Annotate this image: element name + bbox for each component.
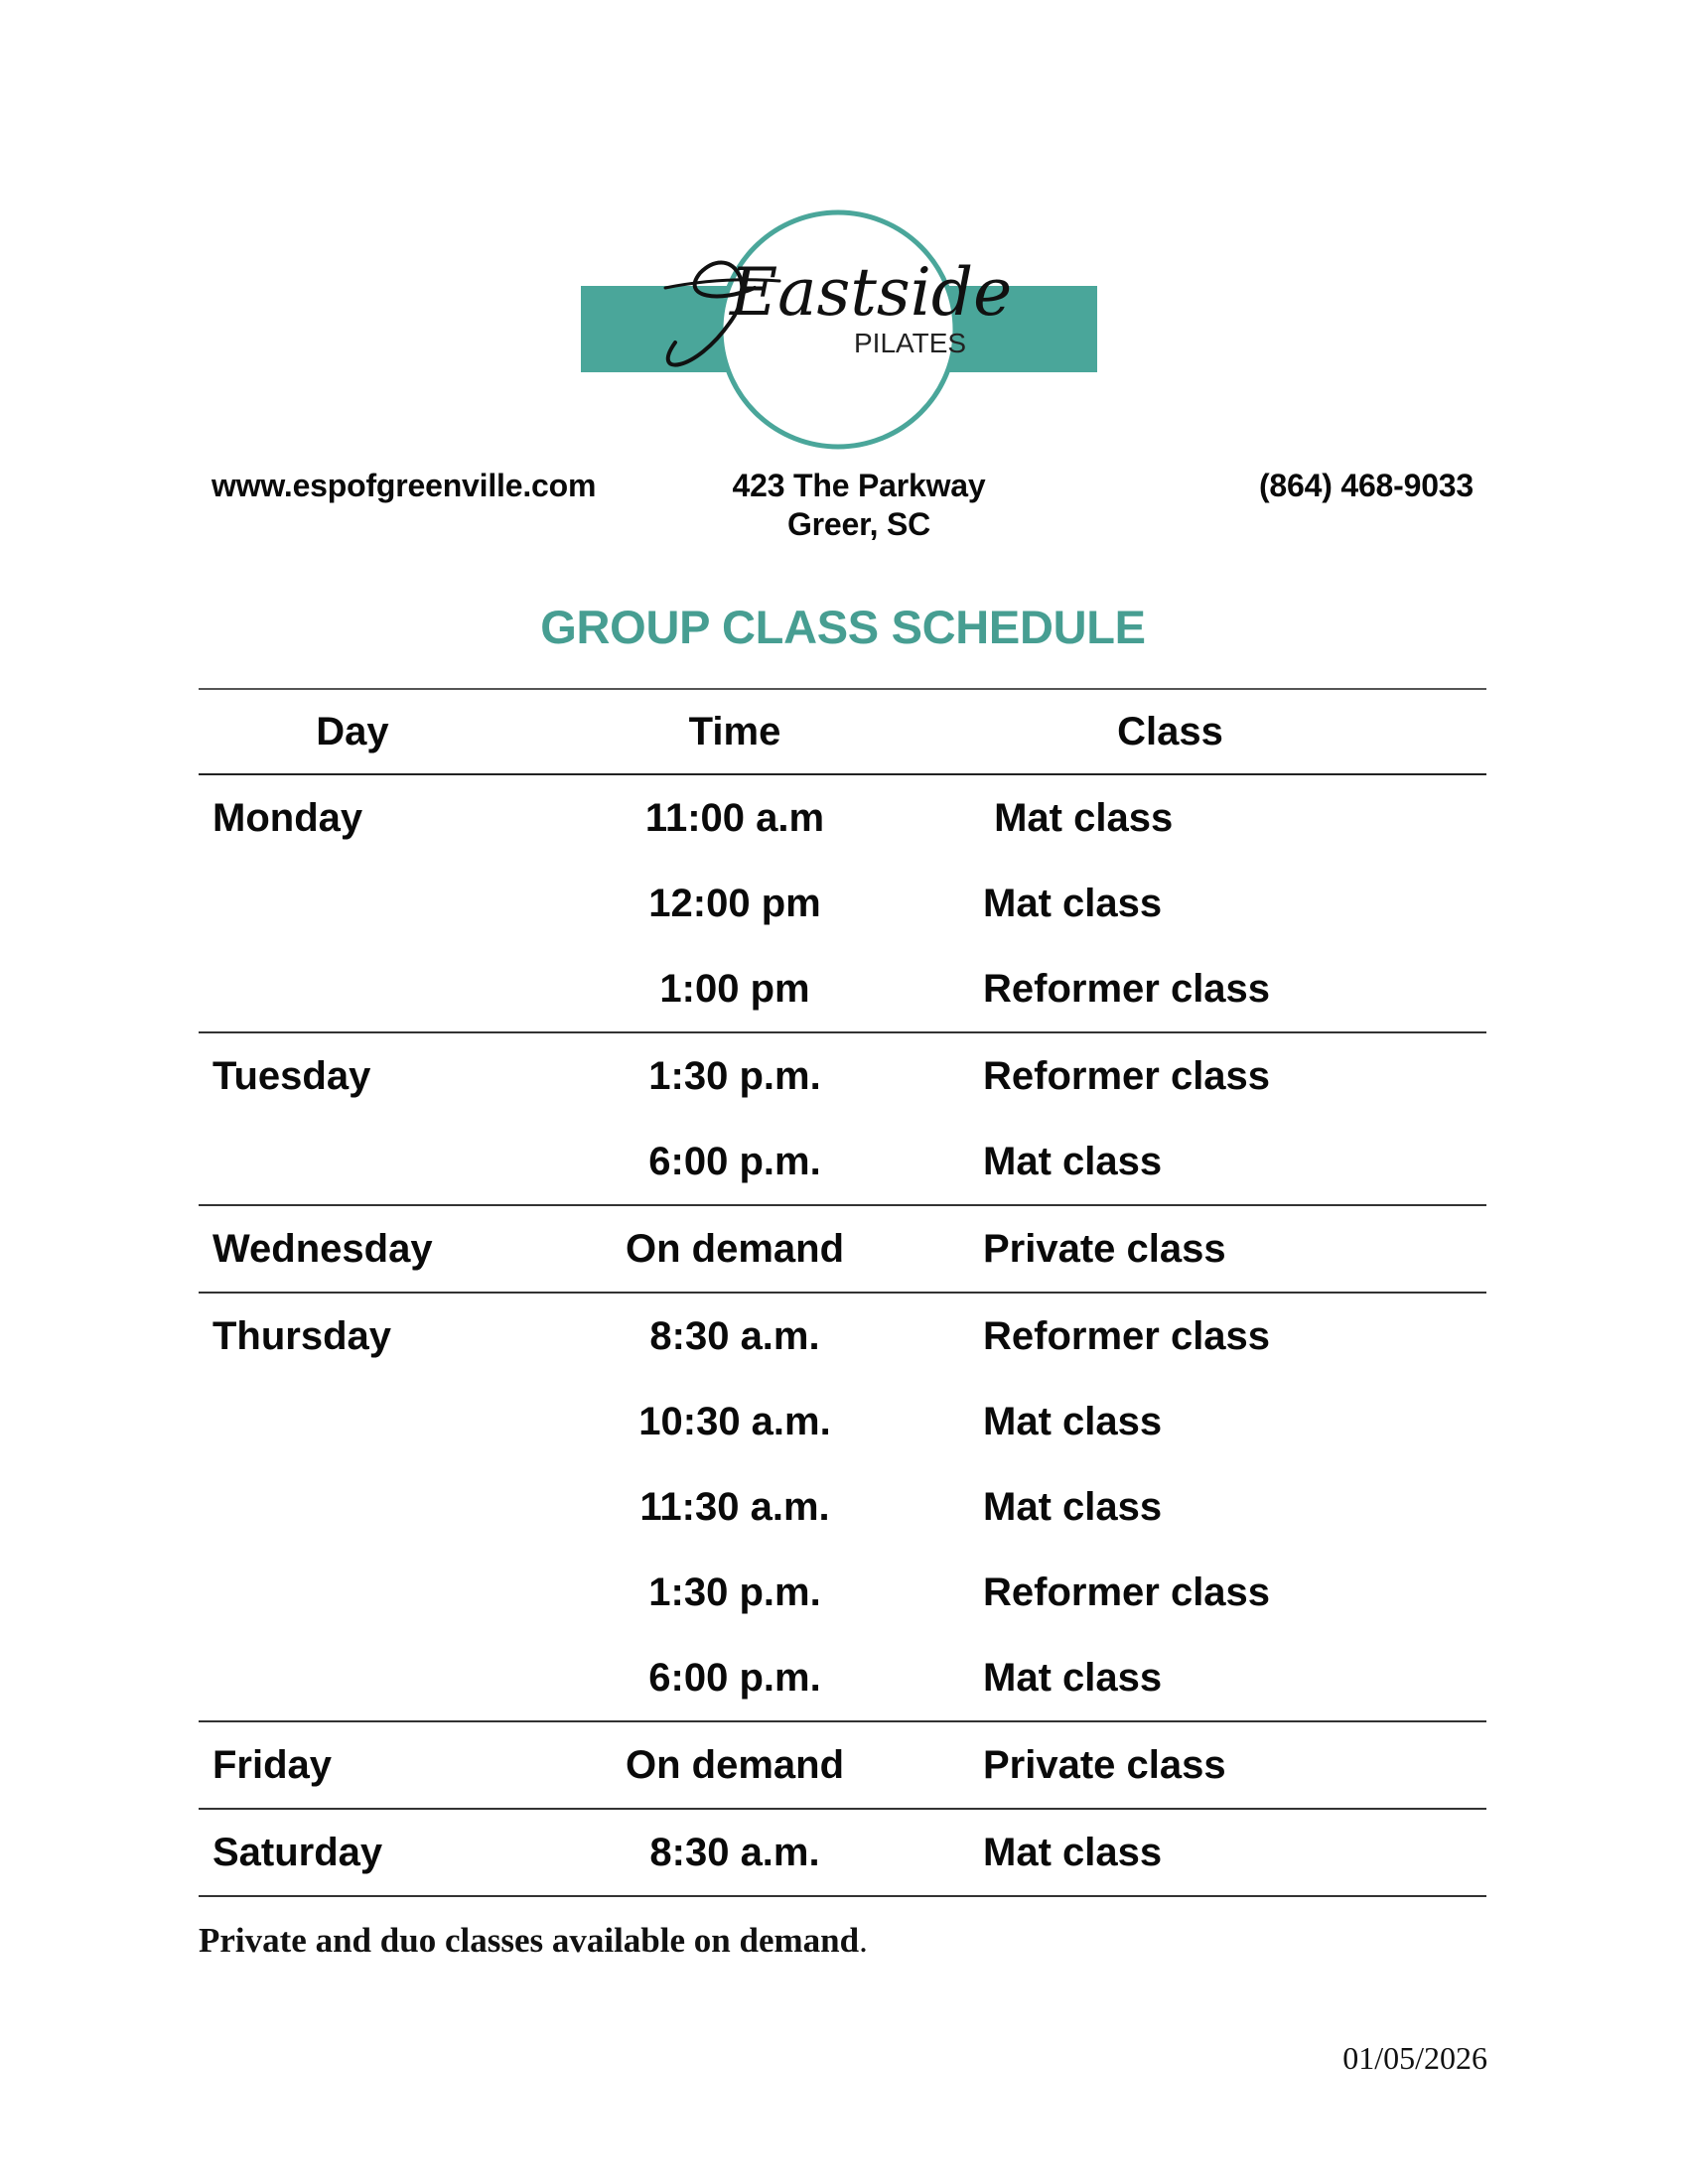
day-cell: Wednesday — [212, 1226, 433, 1271]
page-title: GROUP CLASS SCHEDULE — [540, 601, 1146, 653]
header-day: Day — [316, 709, 389, 753]
day-group-thursday — [199, 1294, 1486, 1722]
table-row — [199, 1033, 1486, 1119]
header-time: Time — [688, 709, 781, 753]
time-cell: 10:30 a.m. — [638, 1399, 831, 1443]
schedule-table — [199, 688, 1486, 1897]
class-cell: Mat class — [983, 1830, 1163, 1874]
time-cell: On demand — [625, 1742, 845, 1787]
day-cell: Thursday — [212, 1313, 392, 1358]
class-cell: Reformer class — [983, 1313, 1271, 1358]
class-cell: Mat class — [983, 1484, 1163, 1529]
time-cell: 1:00 pm — [659, 966, 810, 1011]
time-cell: On demand — [625, 1226, 845, 1271]
table-row — [199, 1550, 1486, 1635]
class-cell: Reformer class — [983, 1053, 1271, 1098]
table-row — [199, 1722, 1486, 1808]
time-cell: 8:30 a.m. — [649, 1313, 820, 1358]
header-class: Class — [1117, 709, 1223, 753]
phone-number[interactable]: (864) 468-9033 — [1258, 468, 1474, 503]
table-header-row — [199, 690, 1486, 775]
logo-graphic — [581, 204, 1097, 457]
time-cell: 8:30 a.m. — [649, 1830, 820, 1874]
day-cell: Monday — [212, 795, 363, 840]
class-cell: Mat class — [983, 1139, 1163, 1183]
table-row — [199, 861, 1486, 946]
day-cell: Friday — [212, 1742, 333, 1787]
eastside-pilates-logo — [581, 204, 1097, 457]
day-cell: Tuesday — [212, 1053, 371, 1098]
address-line-1: 423 The Parkway — [732, 468, 986, 503]
day-group-tuesday — [199, 1033, 1486, 1206]
class-cell: Mat class — [983, 881, 1163, 925]
time-cell: 1:30 p.m. — [648, 1570, 821, 1614]
day-group-monday — [199, 775, 1486, 1033]
time-cell: 1:30 p.m. — [648, 1053, 821, 1098]
revision-date: 01/05/2026 — [1342, 2040, 1487, 2076]
class-cell: Reformer class — [983, 1570, 1271, 1614]
table-row — [199, 775, 1486, 861]
website-link[interactable]: www.espofgreenville.com — [211, 468, 597, 503]
class-cell: Private class — [983, 1226, 1226, 1271]
class-cell: Reformer class — [983, 966, 1271, 1011]
table-row — [199, 1379, 1486, 1464]
day-group-friday — [199, 1722, 1486, 1810]
table-row — [199, 1810, 1486, 1895]
time-cell: 6:00 p.m. — [648, 1139, 821, 1183]
time-cell: 11:00 a.m — [644, 795, 825, 840]
table-row — [199, 1464, 1486, 1550]
logo-sub-text: PILATES — [854, 328, 967, 358]
table-row — [199, 1119, 1486, 1204]
class-cell: Mat class — [983, 1655, 1163, 1700]
logo-script-text: Eastside — [730, 254, 1013, 331]
time-cell: 11:30 a.m. — [639, 1484, 830, 1529]
address-line-2: Greer, SC — [786, 506, 931, 542]
time-cell: 6:00 p.m. — [648, 1655, 821, 1700]
day-group-saturday — [199, 1810, 1486, 1897]
class-cell: Private class — [983, 1742, 1226, 1787]
day-cell: Saturday — [212, 1830, 383, 1874]
note-text: Private and duo classes available on demand — [199, 1921, 860, 1960]
availability-note — [199, 1921, 868, 1961]
table-row — [199, 946, 1486, 1031]
time-cell: 12:00 pm — [648, 881, 821, 925]
note-period: . — [859, 1921, 868, 1960]
table-row — [199, 1206, 1486, 1292]
class-cell: Mat class — [983, 795, 1174, 840]
address — [695, 467, 1023, 544]
day-group-wednesday — [199, 1206, 1486, 1294]
table-row — [199, 1635, 1486, 1720]
class-cell: Mat class — [983, 1399, 1163, 1443]
table-row — [199, 1294, 1486, 1379]
